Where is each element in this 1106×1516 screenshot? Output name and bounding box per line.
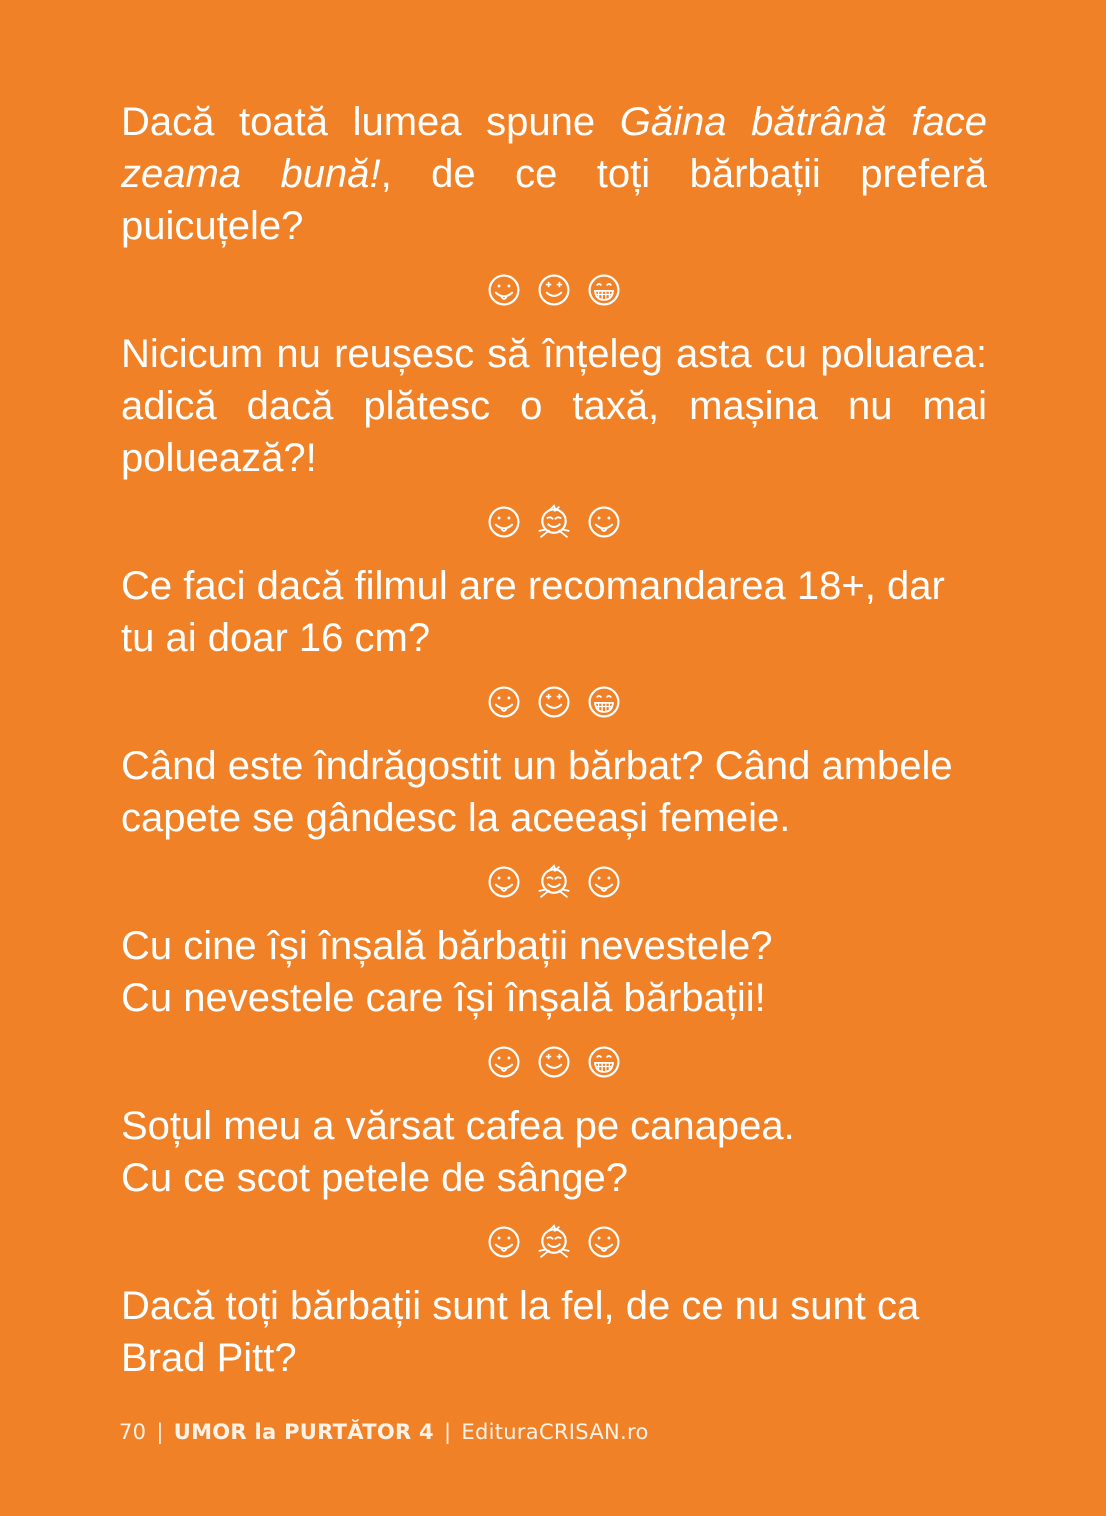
crazy-laugh-smiley-icon bbox=[536, 864, 572, 900]
smiley-separator-1 bbox=[121, 252, 987, 328]
smiley-separator-4 bbox=[121, 844, 987, 920]
tongue-smiley-icon bbox=[586, 504, 622, 540]
tongue-smiley-icon bbox=[486, 864, 522, 900]
tongue-smiley-icon bbox=[486, 684, 522, 720]
joke-2: Nicicum nu reușesc să înțeleg asta cu poluarea: adică dacă plătesc o taxă, mașina nu mai poluează?! bbox=[121, 332, 987, 480]
crazy-laugh-smiley-icon bbox=[536, 1224, 572, 1260]
joke-1-prefix: Dacă toată lumea spune bbox=[121, 100, 620, 144]
star-eyes-smiley-icon bbox=[536, 1044, 572, 1080]
footer-divider: | bbox=[156, 1420, 164, 1444]
tongue-smiley-icon bbox=[486, 504, 522, 540]
grin-smiley-icon bbox=[586, 272, 622, 308]
joke-7-line-1: Dacă toți bărbații sunt la fel, de ce nu sunt ca bbox=[121, 1284, 920, 1328]
tongue-smiley-icon bbox=[486, 272, 522, 308]
tongue-smiley-icon bbox=[486, 1224, 522, 1260]
joke-1-suffix: , de ce toți bărbații preferă puicuțele? bbox=[121, 152, 987, 248]
joke-5-line-2: Cu nevestele care își înșală bărbații! bbox=[121, 976, 766, 1020]
footer-divider: | bbox=[443, 1420, 452, 1444]
joke-5-line-1: Cu cine își înșală bărbații nevestele? bbox=[121, 924, 773, 968]
page-footer bbox=[119, 1420, 649, 1444]
smiley-separator-2 bbox=[121, 484, 987, 560]
joke-1-proverb: Găina bătrână face zeama bună! bbox=[121, 100, 987, 196]
grin-smiley-icon bbox=[586, 684, 622, 720]
joke-3 bbox=[121, 560, 987, 664]
joke-3-line-1: Ce faci dacă filmul are recomandarea 18+, dar bbox=[121, 564, 945, 608]
smiley-separator-6 bbox=[121, 1204, 987, 1280]
jokes-column bbox=[121, 96, 987, 1384]
joke-7 bbox=[121, 1280, 987, 1384]
publisher-link[interactable]: EdituraCRISAN.ro bbox=[461, 1420, 649, 1444]
joke-4 bbox=[121, 740, 987, 844]
tongue-smiley-icon bbox=[486, 1044, 522, 1080]
star-eyes-smiley-icon bbox=[536, 272, 572, 308]
joke-6-line-1: Soțul meu a vărsat cafea pe canapea. bbox=[121, 1104, 795, 1148]
joke-6 bbox=[121, 1100, 987, 1204]
joke-7-line-2: Brad Pitt? bbox=[121, 1336, 297, 1380]
joke-4-line-2: capete se gândesc la aceeași femeie. bbox=[121, 796, 791, 840]
grin-smiley-icon bbox=[586, 1044, 622, 1080]
smiley-separator-3 bbox=[121, 664, 987, 740]
book-title: UMOR la PURTĂTOR 4 bbox=[173, 1420, 434, 1444]
tongue-smiley-icon bbox=[586, 864, 622, 900]
joke-6-line-2: Cu ce scot petele de sânge? bbox=[121, 1156, 629, 1200]
smiley-separator-5 bbox=[121, 1024, 987, 1100]
joke-1 bbox=[121, 96, 987, 252]
crazy-laugh-smiley-icon bbox=[536, 504, 572, 540]
joke-3-line-2: tu ai doar 16 cm? bbox=[121, 616, 431, 660]
page-number: 70 bbox=[119, 1420, 147, 1444]
joke-5 bbox=[121, 920, 987, 1024]
tongue-smiley-icon bbox=[586, 1224, 622, 1260]
star-eyes-smiley-icon bbox=[536, 684, 572, 720]
joke-4-line-1: Când este îndrăgostit un bărbat? Când ambele bbox=[121, 744, 953, 788]
